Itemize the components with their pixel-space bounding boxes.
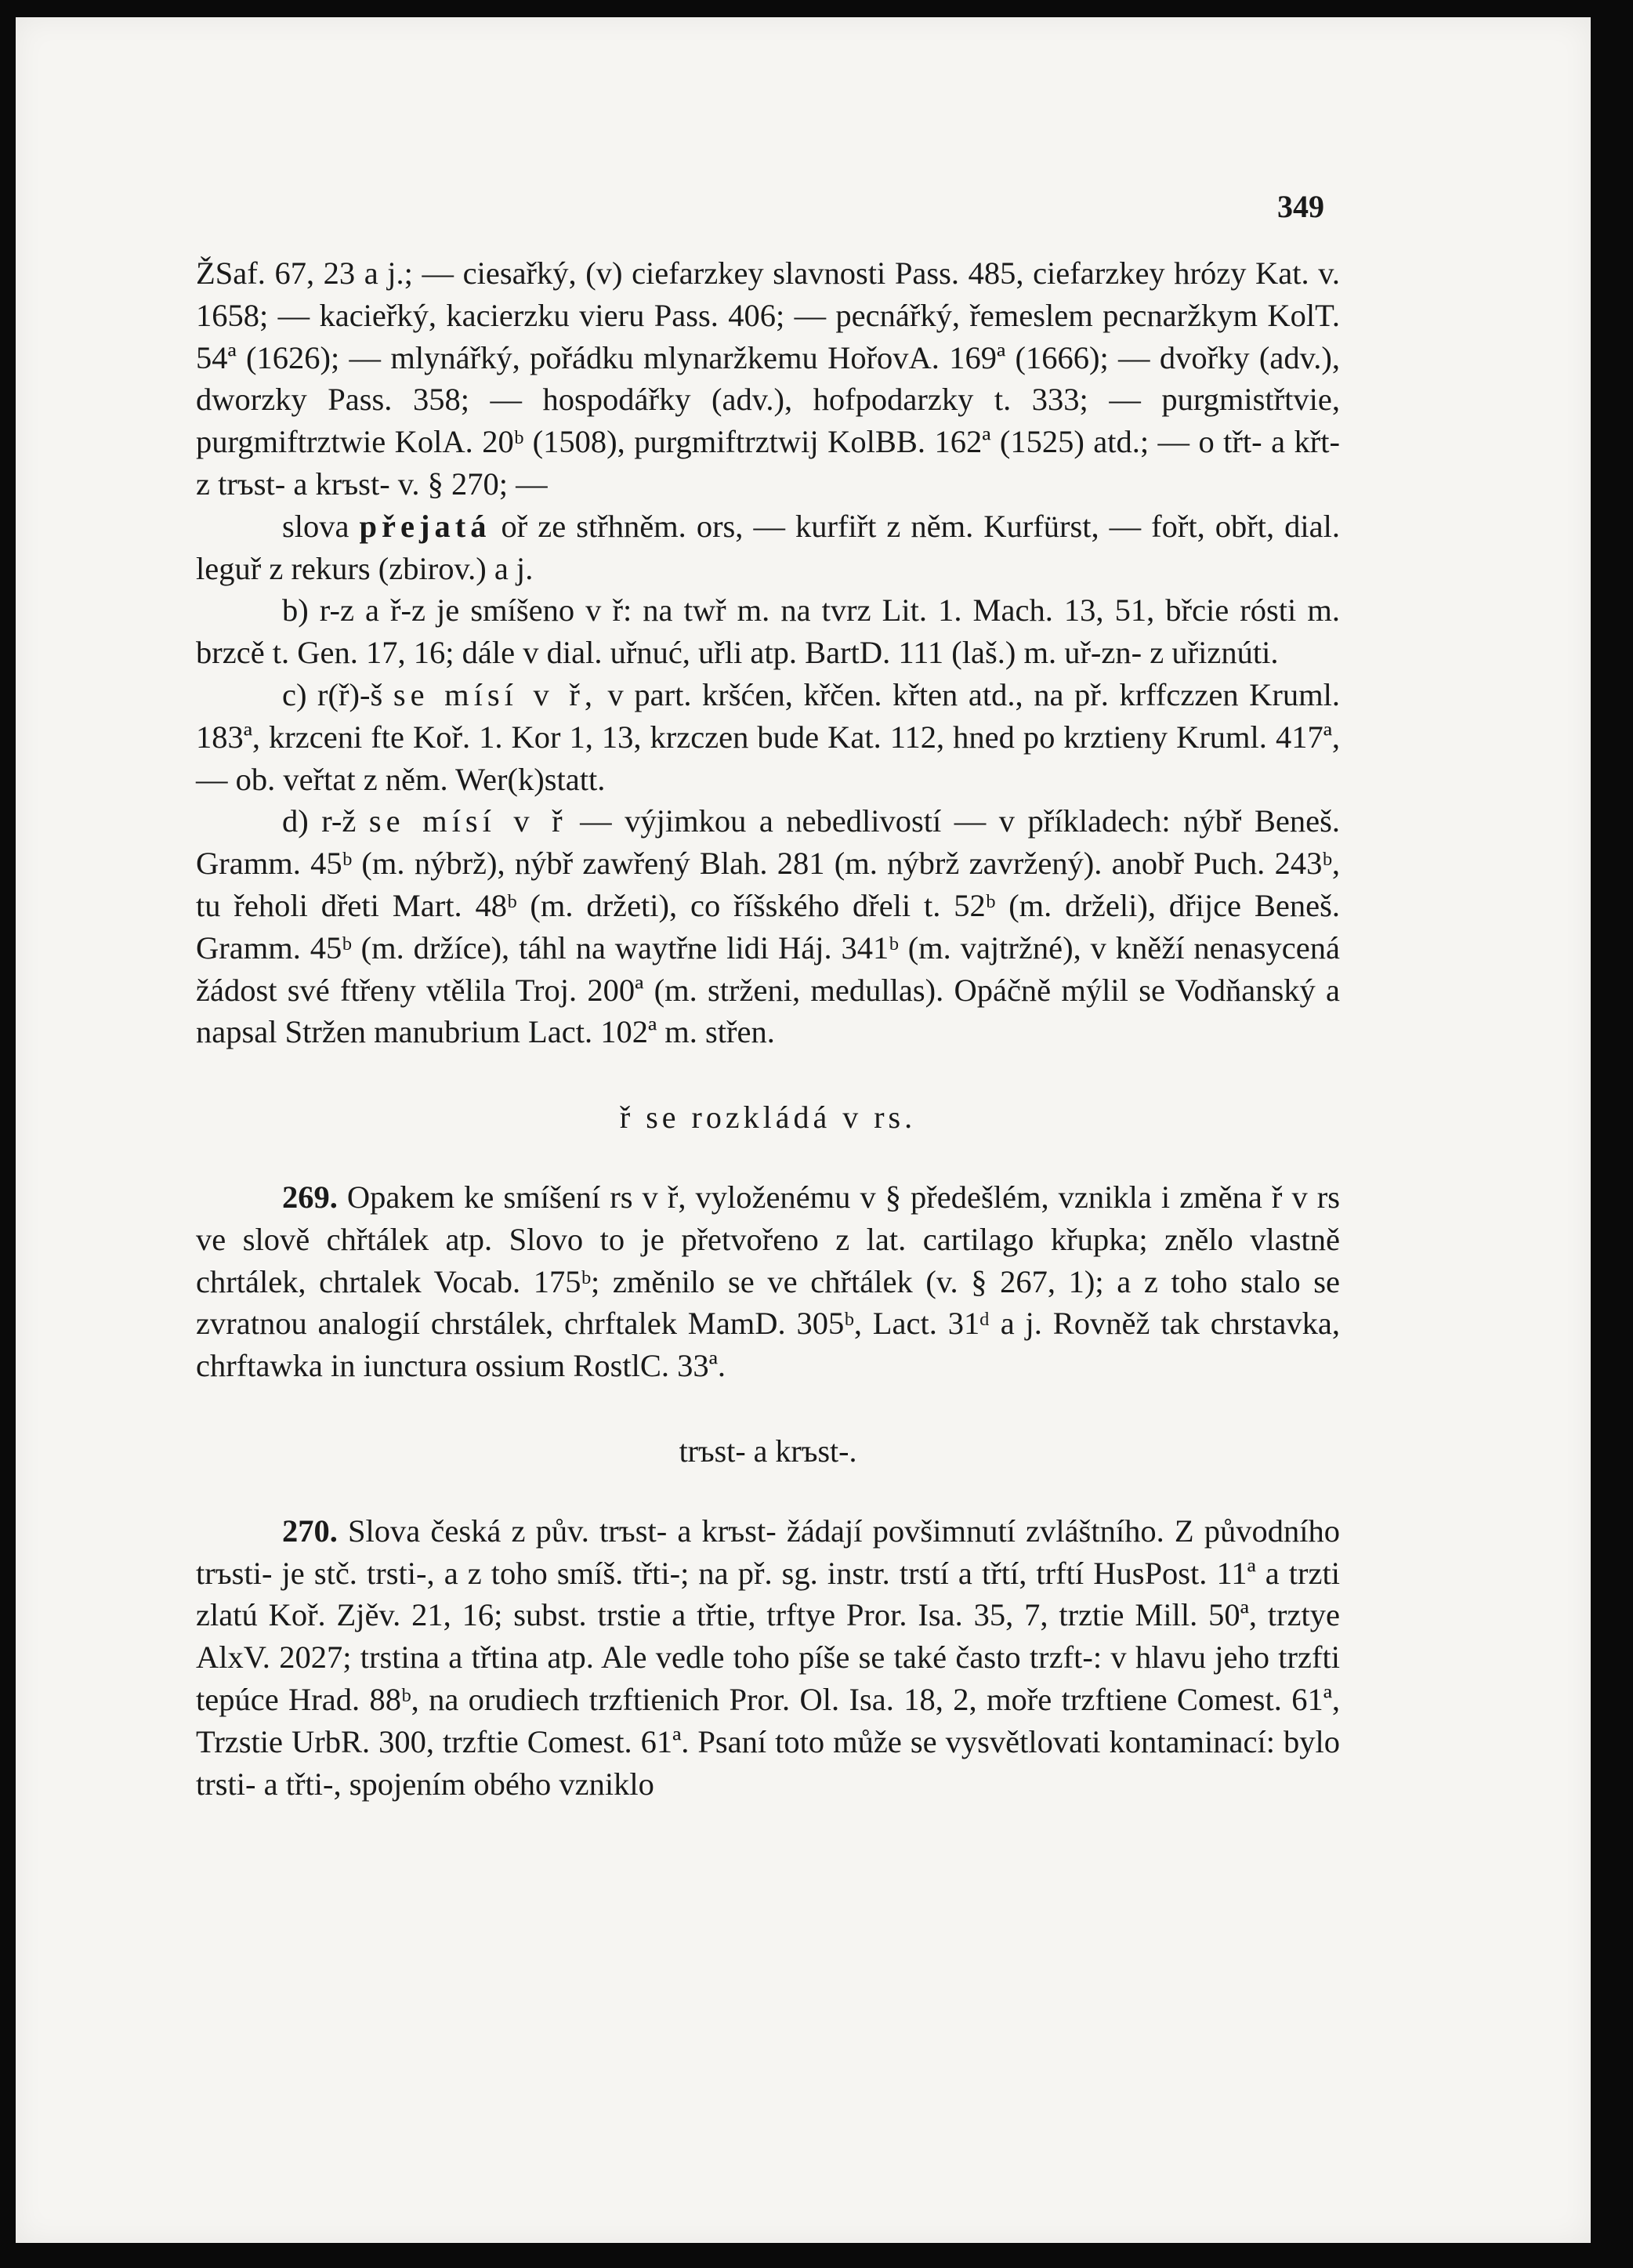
paragraph-continuation: ŽSaf. 67, 23 a j.; — ciesařký, (v) ciefarzkey slavnosti Pass. 485, ciefarzkey hrózy Kat. v. 1658; — kacieřký, kacierzku vieru Pass. 406; — pecnářký, řemeslem pecnaržkym KolT. 54ª (1626); — mlynářký, pořádku mlynaržkemu HořovA. 169ª (1666); — dvořky (adv.), dworzky Pass. 358; — hospodářky (adv.), hofpodarzky t. 333; — purgmistřtvie, purgmiftrztwie KolA. 20ᵇ (1508), purgmiftrztwij KolBB. 162ª (1525) atd.; — o třt- a křt- z trъst- a krъst- v. § 270; — bbox=[196, 255, 1340, 502]
paragraph-d-prefix: d) r-ž bbox=[282, 803, 357, 839]
book-page bbox=[16, 17, 1591, 2243]
paragraph-loanwords-spaced: přejatá bbox=[359, 508, 491, 544]
paragraph-d bbox=[196, 800, 1340, 1053]
paragraph-c bbox=[196, 674, 1340, 800]
section-270-text: Slova česká z pův. trъst- a krъst- žádají povšimnutí zvláštního. Z původního trъsti- je stč. trsti-, a z toho smíš. třti-; na př. sg. instr. trstí a třtí, trftí HusPost. 11ª a trzti zlatú Koř. Zjěv. 21, 16; subst. trstie a třtie, trftye Pror. Isa. 35, 7, trztie Mill. 50ª, trztye AlxV. 2027; trstina a třtina atp. Ale vedle toho píše se také často trzft-: v hlavu jeho trzfti tepúce Hrad. 88ᵇ, na orudiech trzftienich Pror. Ol. Isa. 18, 2, moře trzftiene Comest. 61ª, Trzstie UrbR. 300, trzftie Comest. 61ª. Psaní toto může se vysvětlovati kontaminací: bylo trsti- a třti-, spojením obého vzniklo bbox=[196, 1513, 1340, 1802]
section-269-number: 269. bbox=[282, 1179, 338, 1215]
section-heading-rs: ř se rozkládá v rs. bbox=[619, 1100, 917, 1136]
paragraph-loanwords-prefix: slova bbox=[282, 508, 349, 544]
section-270-number: 270. bbox=[282, 1513, 338, 1549]
section-270 bbox=[196, 1510, 1340, 1806]
page-body bbox=[196, 252, 1340, 1805]
page-number: 349 bbox=[1277, 189, 1324, 224]
paragraph-loanwords-rest: oř ze střhněm. ors, — kurfiřt z něm. Kurfürst, — fořt, obřt, dial. leguř z rekurs (zbirov.) a j. bbox=[196, 508, 1341, 586]
paragraph-loanwords bbox=[196, 505, 1340, 590]
paragraph-c-spaced: se mísí v ř, bbox=[393, 676, 597, 712]
paragraph-b: b) r-z a ř-z je smíšeno v ř: na twř m. na tvrz Lit. 1. Mach. 13, 51, břcie rósti m. brzcě t. Gen. 17, 16; dále v dial. uřnuć, uřli atp. BartD. 111 (laš.) m. uř-zn- z uřiznúti. bbox=[196, 592, 1340, 671]
section-269-text: Opakem ke smíšení rs v ř, vyloženému v § předešlém, vznikla i změna ř v rs ve slově chřtálek atp. Slovo to je přetvořeno z lat. cartilago křupka; znělo vlastně chrtálek, chrtalek Vocab. 175ᵇ; změnilo se ve chřtálek (v. § 267, 1); a z toho stalo se zvratnou analogií chrstálek, chrftalek MamD. 305ᵇ, Lact. 31ᵈ a j. Rovněž tak chrstavka, chrftawka in iunctura ossium RostlC. 33ª. bbox=[196, 1179, 1340, 1384]
section-269 bbox=[196, 1176, 1340, 1387]
paragraph-c-rest: v part. kršćen, křčen. křten atd., na př. krffczzen Kruml. 183ª, krzceni fte Koř. 1. Kor 1, 13, krzczen bude Kat. 112, hned po krztieny Kruml. 417ª, — ob. veřtat z něm. Wer(k)statt. bbox=[196, 676, 1341, 797]
paragraph-d-spaced: se mísí v ř bbox=[368, 803, 567, 839]
section-heading-trst: trъst- a krъst-. bbox=[679, 1433, 857, 1469]
paragraph-c-prefix: c) r(ř)-š bbox=[282, 676, 383, 712]
paragraph-d-rest: — výjimkou a nebedlivostí — v příkladech: nýbř Beneš. Gramm. 45ᵇ (m. nýbrž), nýbř zawřený Blah. 281 (m. nýbrž zavržený). anobř Puch. 243ᵇ, tu řeholi dřeti Mart. 48ᵇ (m. držeti), co říšského dřeli t. 52ᵇ (m. drželi), dřijce Beneš. Gramm. 45ᵇ (m. držíce), táhl na waytřne lidi Háj. 341ᵇ (m. vajtržné), v kněží nenasycená žádost své ftřeny vtělila Troj. 200ª (m. strženi, medullas). Opáčně mýlil se Vodňanský a napsal Stržen manubrium Lact. 102ª m. střen. bbox=[196, 803, 1340, 1050]
